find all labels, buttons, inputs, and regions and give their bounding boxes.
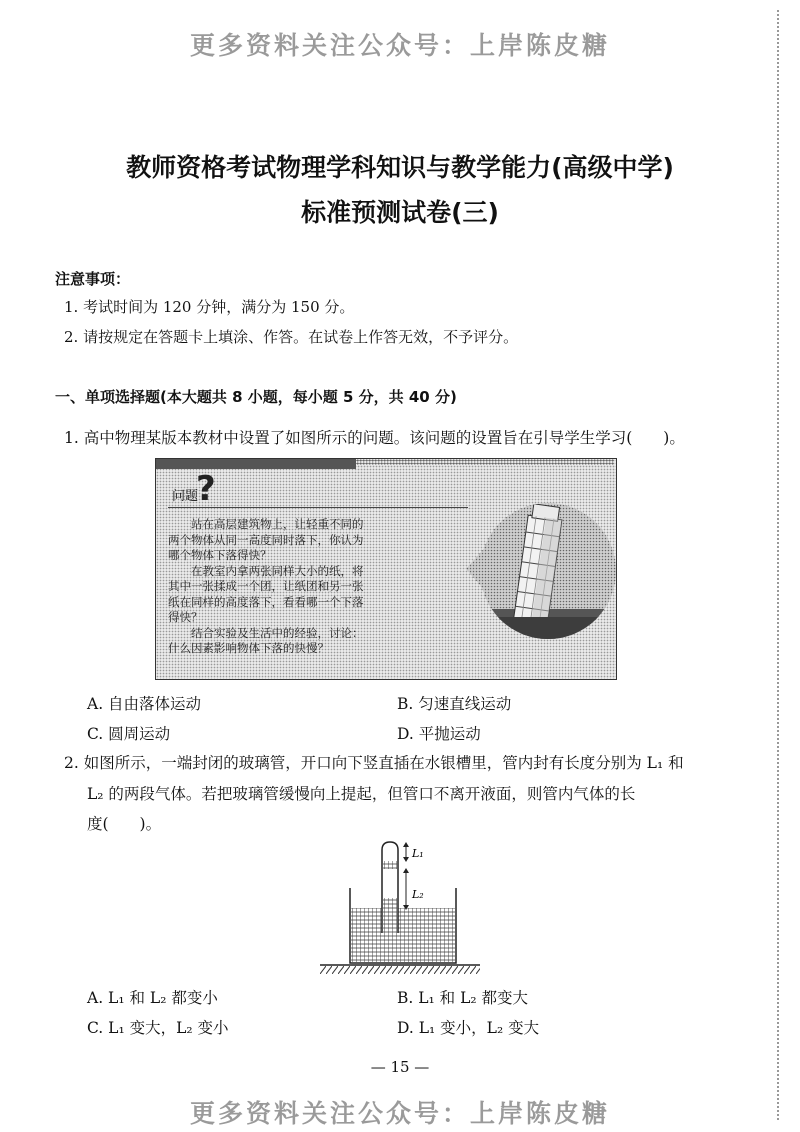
watermark-bottom: 更多资料关注公众号：上岸陈皮糖: [189, 1099, 610, 1128]
q2-option-d: D. L₁ 变小，L₂ 变大: [397, 1019, 540, 1037]
page-number: — 15 —: [370, 1058, 430, 1076]
notice-item-1: 1. 考试时间为 120 分钟，满分为 150 分。: [64, 298, 355, 316]
figure-line: 站在高层建筑物上，让轻重不同的: [191, 517, 364, 531]
q2-option-b: B. L₁ 和 L₂ 都变大: [397, 989, 529, 1007]
question-2-stem-line-1: 2. 如图所示，一端封闭的玻璃管，开口向下竖直插在水银槽里，管内封有长度分别为 L₁ 和: [64, 754, 684, 772]
notice-item-2: 2. 请按规定在答题卡上填涂、作答。在试卷上作答无效，不予评分。: [64, 328, 519, 346]
q1-option-d: D. 平抛运动: [397, 725, 481, 743]
watermark-top: 更多资料关注公众号：上岸陈皮糖: [189, 31, 610, 60]
textbook-figure: [155, 458, 617, 680]
figure-line: 其中一张揉成一个团，让纸团和另一张: [168, 579, 364, 593]
figure-header-dots: [356, 459, 614, 465]
glass-tube-figure: [320, 838, 480, 978]
notice-heading: 注意事项：: [55, 270, 131, 288]
figure-line: 得快？: [168, 610, 203, 624]
figure-rule: [168, 507, 468, 508]
label-l2: L₂: [412, 888, 424, 901]
q1-option-a: A. 自由落体运动: [87, 695, 202, 713]
question-2-stem-line-2: L₂ 的两段气体。若把玻璃管缓慢向上提起，但管口不离开液面，则管内气体的长: [87, 785, 636, 803]
page-subtitle: 标准预测试卷(三): [301, 198, 499, 227]
figure-label: 问题: [172, 489, 199, 504]
section-heading: 一、单项选择题(本大题共 8 小题，每小题 5 分，共 40 分): [55, 388, 457, 406]
question-2-stem-line-3: 度( )。: [87, 815, 162, 833]
q2-option-c: C. L₁ 变大，L₂ 变小: [87, 1019, 229, 1037]
figure-line: 结合实验及生活中的经验，讨论：: [191, 625, 364, 640]
figure-line: 两个物体从同一高度同时落下，你认为: [168, 532, 364, 547]
figure-line: 在教室内拿两张同样大小的纸，将: [191, 563, 364, 578]
figure-line: 纸在同样的高度落下，看看哪一个下落: [168, 594, 364, 609]
figure-header-band: [156, 459, 356, 469]
leaning-tower-image: [466, 489, 616, 649]
question-1-stem: 1. 高中物理某版本教材中设置了如图所示的问题。该问题的设置旨在引导学生学习( )。: [64, 429, 685, 447]
page-title: 教师资格考试物理学科知识与教学能力(高级中学): [126, 153, 674, 182]
figure-line: 哪个物体下落得快？: [168, 548, 272, 562]
label-l1: L₁: [412, 847, 424, 860]
question-mark-icon: ?: [196, 469, 216, 509]
q2-option-a: A. L₁ 和 L₂ 都变小: [87, 989, 218, 1007]
q1-option-c: C. 圆周运动: [87, 725, 171, 743]
q1-option-b: B. 匀速直线运动: [397, 695, 512, 713]
figure-text: [168, 517, 468, 657]
figure-line: 什么因素影响物体下落的快慢？: [168, 641, 329, 655]
